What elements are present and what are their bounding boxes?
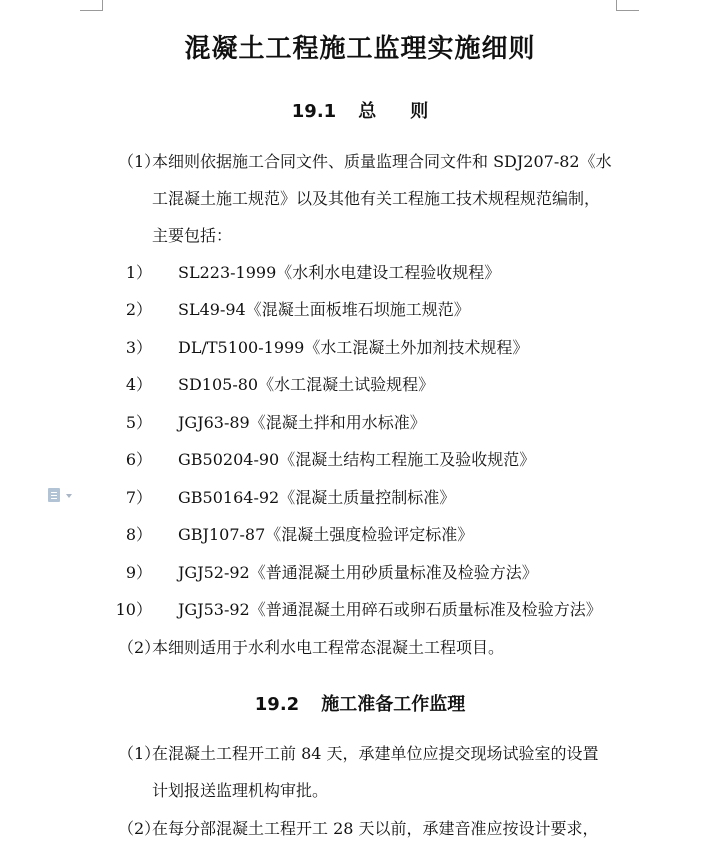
list-item-number: 9）: [125, 563, 152, 582]
page-corner-mark-right: [616, 0, 639, 11]
paragraph-line: 主要包括：: [152, 226, 233, 245]
list-item-number: 5）: [125, 413, 152, 432]
list-item-number: 1）: [125, 263, 152, 282]
paragraph-line: 本细则依据施工合同文件、质量监理合同文件和 SDJ207-82《水: [152, 152, 612, 171]
section-heading-19-1: [0, 97, 720, 123]
list-item-number: 3）: [125, 338, 152, 357]
list-item-number: 6）: [125, 450, 152, 469]
paragraph-label: （1）: [118, 744, 161, 763]
list-item: GB50204-90《混凝土结构工程施工及验收规范》: [178, 450, 536, 469]
paragraph-line: 计划报送监理机构审批。: [152, 781, 329, 800]
document-title: 混凝土工程施工监理实施细则: [184, 34, 536, 64]
list-item-number: 10）: [115, 600, 152, 619]
list-item: GB50164-92《混凝土质量控制标准》: [178, 488, 456, 507]
document-icon[interactable]: [48, 488, 60, 502]
section-title: 总则: [358, 101, 463, 122]
paragraph-line: 本细则适用于水利水电工程常态混凝土工程项目。: [152, 638, 505, 657]
paragraph-label: （1）: [118, 152, 161, 171]
list-item: SD105-80《水工混凝土试验规程》: [178, 375, 435, 394]
list-item: SL223-1999《水利水电建设工程验收规程》: [178, 263, 501, 282]
section-title: 施工准备工作监理: [321, 694, 466, 715]
list-item: JGJ63-89《混凝土拌和用水标准》: [178, 413, 426, 432]
paragraph-line: 在每分部混凝土工程开工 28 天以前，承建音准应按设计要求，: [152, 819, 599, 838]
list-item-number: 4）: [125, 375, 152, 394]
section-number: 19.2: [254, 694, 300, 715]
section-heading-19-2: [0, 690, 720, 716]
list-item-number: 2）: [125, 300, 152, 319]
page-corner-mark-left: [80, 0, 103, 11]
dropdown-arrow-icon[interactable]: [66, 494, 72, 498]
paragraph-label: （2）: [118, 638, 161, 657]
list-item: SL49-94《混凝土面板堆石坝施工规范》: [178, 300, 470, 319]
section-number: 19.1: [291, 101, 337, 122]
list-item: JGJ53-92《普通混凝土用碎石或卵石质量标准及检验方法》: [178, 600, 602, 619]
list-item: DL/T5100-1999《水工混凝土外加剂技术规程》: [178, 338, 529, 357]
paragraph-label: （2）: [118, 819, 161, 838]
paragraph-line: 工混凝土施工规范》以及其他有关工程施工技术规程规范编制，: [152, 189, 601, 208]
list-item-number: 7）: [125, 488, 152, 507]
list-item: GBJ107-87《混凝土强度检验评定标准》: [178, 525, 474, 544]
list-item-number: 8）: [125, 525, 152, 544]
list-item: JGJ52-92《普通混凝土用砂质量标准及检验方法》: [178, 563, 538, 582]
paragraph-line: 在混凝土工程开工前 84 天，承建单位应提交现场试验室的设置: [152, 744, 599, 763]
